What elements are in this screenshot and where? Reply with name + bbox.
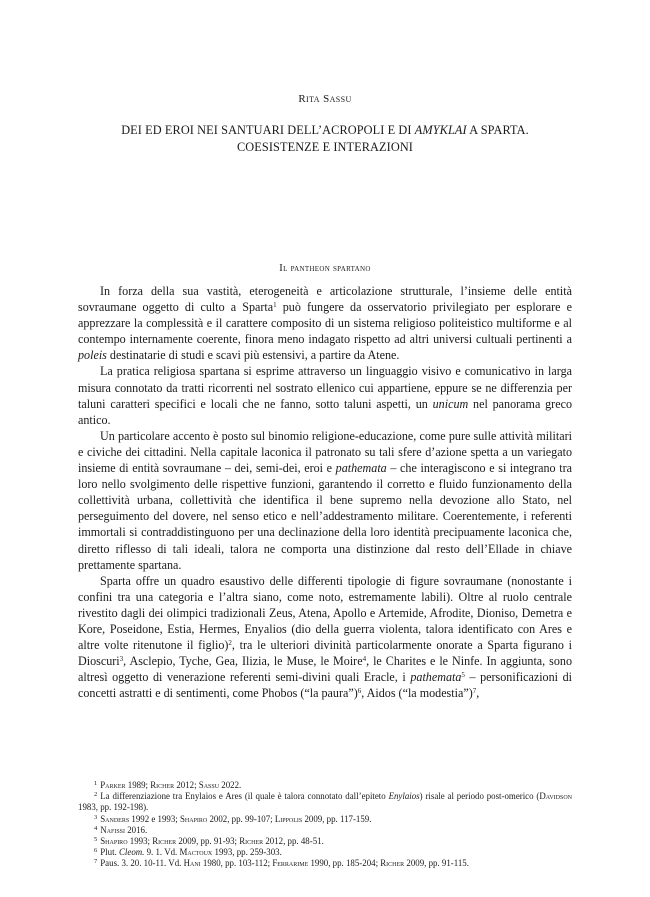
footnote-5: $^5$ Shapiro 1993; Richer 2009, pp. 91-93; Richer 2012, pp. 48-51. <box>94 836 324 847</box>
footnote-2: $^2$ La differenziazione tra Enylaios e Ares (il quale è talora connotato dall’epiteto Enylaios) risale al periodo post-omerico (Davidson 1983, pp. 192-198). <box>78 791 572 813</box>
footnote-ref-3[interactable]: 3 <box>119 655 124 664</box>
section-heading: Il pantheon spartano <box>279 263 371 274</box>
footnote-ref-1[interactable]: 1 <box>273 301 277 310</box>
paragraph-2: La pratica religiosa spartana si esprime attraverso un linguaggio visivo e comunicativo in larga misura connotato da tratti ricorrenti nel sostrato ellenico cui appartiene, eppure se ne differenzia per taluni caratteri specifici e locali che ne fanno, sotto taluni aspetti, un unicum nel panorama greco antico. <box>78 364 572 427</box>
title-line-1: DEI ED EROI NEI SANTUARI DELL’ACROPOLI E DI AMYKLAI A SPARTA. <box>121 123 529 137</box>
footnote-ref-7[interactable]: 7 <box>472 687 477 696</box>
title-italic-amyklai: AMYKLAI <box>414 123 467 137</box>
footnote-7: $^7$ Paus. 3. 20. 10-11. Vd. Hani 1980, pp. 103-112; Ferrarime 1990, pp. 185-204; Richer 2009, pp. 91-115. <box>94 858 469 869</box>
footnotes <box>78 780 572 870</box>
body-text <box>78 283 572 701</box>
footnote-ref-2[interactable]: 2 <box>228 639 232 648</box>
footnote-1: $^1$ Parker 1989; Richer 2012; Sassu 2022. <box>94 780 242 790</box>
author-name: Rita Sassu <box>298 93 352 105</box>
footnote-ref-6[interactable]: 6 <box>357 687 362 696</box>
paragraph-1: In forza della sua vastità, eterogeneità e articolazione strutturale, l’insieme delle entità sovraumane oggetto di culto a Sparta$^1$ può fungere da osservatorio privilegiato per esplorare e apprezzare la complessità e il carattere composito di un sistema religioso politeistico multiforme e al contempo internamente coerente, finora meno indagato rispetto ad altri universi cultuali pertinenti a poleis destinatarie di studi e scavi più estensivi, a partire da Atene. <box>78 284 572 363</box>
footnote-4: $^4$ Nafissi 2016. <box>94 824 148 835</box>
paragraph-4: Sparta offre un quadro esaustivo delle differenti tipologie di figure sovraumane (nonostante i confini tra una categoria e l’altra siano, come noto, estremamente labili). Oltre al ruolo centrale rivestito dagli dei olimpici tradizionali Zeus, Atena, Apollo e Artemide, Afrodite, Dioniso, Demetra e Kore, Poseidone, Estia, Hermes, Enyalios (dio della guerra violenta, talora identificato con Ares e altre volte ritenutone il figlio)$^2$, tra le ulteriori divinità particolarmente onorate a Sparta figurano i Dioscuri$^3$, Asclepio, Tyche, Gea, Ilizia, le Muse, le Moire$^4$, le Charites e le Ninfe. In aggiunta, sono altresì oggetto di venerazione referenti semi-divini quali Eracle, i pathemata$^5$ – personificazioni di concetti astratti e di sentimenti, come Phobos (“la paura”)$^6$, Aidos (“la modestia”)$^7$, <box>78 573 573 701</box>
title-line-2: COESISTENZE E INTERAZIONI <box>237 140 413 154</box>
footnote-ref-5[interactable]: 5 <box>461 671 465 680</box>
page <box>78 0 572 897</box>
article-title <box>78 122 572 156</box>
footnote-6: $^6$ Plut. Cleom. 9. 1. Vd. Mactoux 1993, pp. 259-303. <box>94 847 282 858</box>
paragraph-3: Un particolare accento è posto sul binomio religione-educazione, come pure sulle attività militari e civiche dei cittadini. Nella capitale laconica il patronato su tali sfere d’azione spetta a un variegato insieme di entità sovraumane – dei, semi-dei, eroi e pathemata – che interagiscono e si integrano tra loro nello svolgimento delle rispettive funzioni, garantendo il corretto e fluido funzionamento della collettività urbana, collettività che identifica il bene supremo nella devozione allo Stato, nel perseguimento del dovere, nel senso etico e nell’addestramento militare. Coerentemente, i referenti immortali si contraddistinguono per una declinazione della loro identità precipuamente laconica che, diretto riflesso di tali ideali, talora ne comporta una distinzione dal resto dell’Ellade in chiave prettamente spartana. <box>78 428 572 572</box>
footnote-ref-4[interactable]: 4 <box>362 655 367 664</box>
footnote-3: $^3$ Sanders 1992 e 1993; Shapiro 2002, pp. 99-107; Lippolis 2009, pp. 117-159. <box>94 813 372 824</box>
